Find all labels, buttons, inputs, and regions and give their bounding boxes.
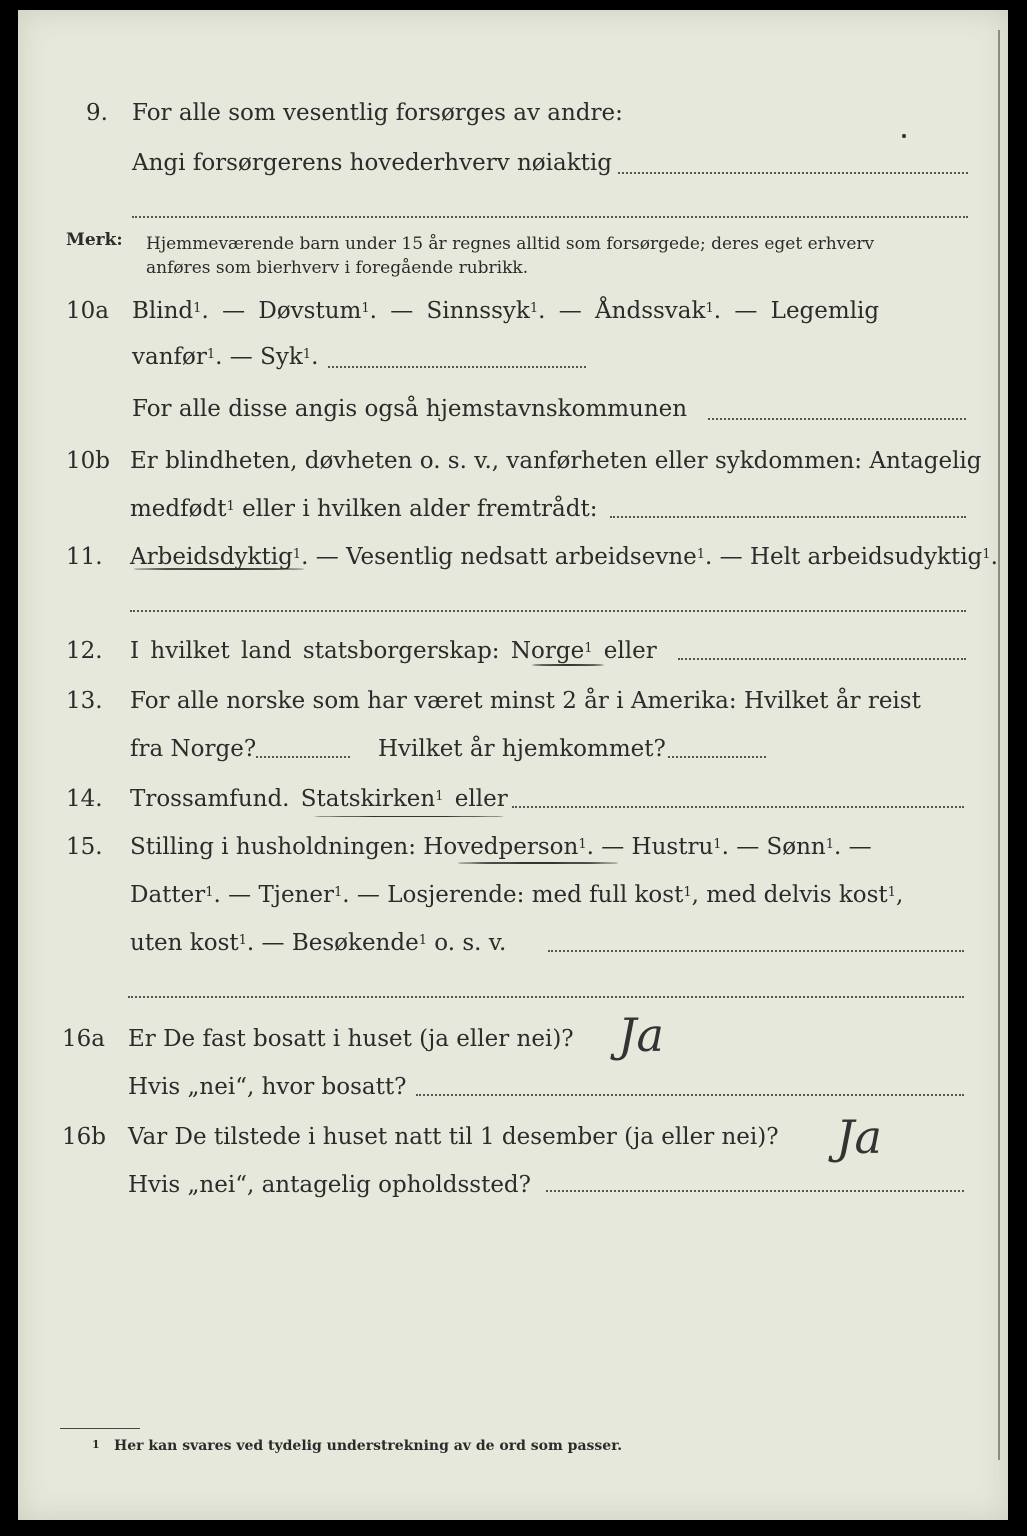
q15-osv: o. s. v. <box>434 930 507 956</box>
opt-tjener[interactable]: — Tjener <box>228 882 334 908</box>
merk-line1: Hjemmeværende barn under 15 år regnes alltid som forsørgede; deres eget erhverv <box>146 234 875 254</box>
q16a-line1: Er De fast bosatt i huset (ja eller nei)? <box>128 1026 574 1052</box>
q15-extra-line[interactable] <box>128 996 964 998</box>
underline-hovedperson <box>458 862 618 864</box>
census-form-page <box>18 10 1008 1520</box>
q12-text: I hvilket land statsborgerskap: <box>130 638 500 664</box>
opt-hovedperson[interactable]: Hovedperson <box>423 834 579 860</box>
q9-line1: For alle som vesentlig forsørges av andre: <box>132 100 623 126</box>
opt-besokende[interactable]: — Besøkende <box>261 930 419 956</box>
q13-fra: fra Norge? <box>130 736 257 762</box>
q13-line1: For alle norske som har været minst 2 år i Amerika: Hvilket år reist <box>130 688 921 714</box>
q16b-line1: Var De tilstede i huset natt til 1 desember (ja eller nei)? <box>128 1124 779 1150</box>
q9-number: 9. <box>86 100 108 126</box>
q15-line3: uten kost$^1$. — Besøkende$^1$ o. s. v. <box>130 930 507 956</box>
q16a-answer-line[interactable] <box>416 1094 964 1096</box>
q10a-kommune-line[interactable] <box>708 418 966 420</box>
opt-sonn[interactable]: — Sønn <box>736 834 826 860</box>
opt-datter[interactable]: Datter <box>130 882 206 908</box>
q11-extra-line[interactable] <box>130 610 966 612</box>
q15-line2: Datter$^1$. — Tjener$^1$. — Losjerende: med full kost$^1$, med delvis kost$^1$, <box>130 882 904 908</box>
q16b-line2: Hvis „nei“, antagelig opholdssted? <box>128 1172 531 1198</box>
q16a-handwritten-answer: Ja <box>618 1008 664 1062</box>
merk-line2: anføres som bierhverv i foregående rubrikk. <box>146 258 529 278</box>
underline-arbeidsdyktig <box>134 568 304 570</box>
opt-medfodt[interactable]: medfødt <box>130 496 227 522</box>
q14-line: Trossamfund. Statskirken$^1$ eller <box>130 786 508 812</box>
q14-answer-line[interactable] <box>512 806 964 808</box>
q10b-number: 10b <box>66 448 110 474</box>
opt-dovstum[interactable]: — Døvstum <box>222 298 362 324</box>
q16b-answer-line[interactable] <box>546 1190 964 1192</box>
q9-line2: Angi forsørgerens hovederhverv nøiaktig <box>132 150 612 176</box>
opt-hustru[interactable]: — Hustru <box>601 834 714 860</box>
q13-number: 13. <box>66 688 103 714</box>
opt-legemlig[interactable]: — Legemlig <box>734 298 880 324</box>
q10a-number: 10a <box>66 298 109 324</box>
merk-label: Merk: <box>66 230 123 250</box>
q16b-handwritten-answer: Ja <box>836 1110 882 1164</box>
q12-number: 12. <box>66 638 103 664</box>
opt-syk[interactable]: — Syk <box>229 344 303 370</box>
q9-extra-line[interactable] <box>132 216 968 218</box>
opt-norge[interactable]: Norge <box>510 638 585 664</box>
q15-answer-line[interactable] <box>548 950 964 952</box>
opt-statskirken[interactable]: Statskirken <box>300 786 436 812</box>
footnote-rule <box>60 1428 140 1429</box>
underline-norge <box>532 664 604 666</box>
q10b-line2-text: eller i hvilken alder fremtrådt: <box>242 496 598 522</box>
opt-udyktig[interactable]: — Helt arbeidsudyktig <box>719 544 983 570</box>
opt-utenkost[interactable]: uten kost <box>130 930 239 956</box>
page-edge <box>998 30 1000 1460</box>
opt-andssvak[interactable]: — Åndssvak <box>558 298 706 324</box>
q10b-line2: medfødt$^1$ eller i hvilken alder fremtrådt: <box>130 496 598 522</box>
opt-blind[interactable]: Blind <box>132 298 194 324</box>
opt-fullkost[interactable]: med full kost <box>531 882 684 908</box>
pencil-stroke <box>314 816 504 817</box>
q11-number: 11. <box>66 544 103 570</box>
opt-losjerende[interactable]: — Losjerende: <box>356 882 525 908</box>
q16a-number: 16a <box>62 1026 105 1052</box>
opt-nedsatt[interactable]: — Vesentlig nedsatt arbeidsevne <box>315 544 697 570</box>
q14-number: 14. <box>66 786 103 812</box>
q10a-line2: vanfør$^1$. — Syk$^1$. <box>132 344 319 370</box>
q10b-line1: Er blindheten, døvheten o. s. v., vanførheten eller sykdommen: Antagelig <box>130 448 982 474</box>
q15-number: 15. <box>66 834 103 860</box>
opt-arbeidsdyktig[interactable]: Arbeidsdyktig <box>130 544 293 570</box>
q10a-syk-line[interactable] <box>328 366 586 368</box>
opt-delvis[interactable]: , med delvis kost <box>691 882 888 908</box>
q13-year-back-line[interactable] <box>668 756 766 758</box>
q11-line: Arbeidsdyktig$^1$. — Vesentlig nedsatt arbeidsevne$^1$. — Helt arbeidsudyktig$^1$. <box>130 544 998 570</box>
q13-hjem: Hvilket år hjemkommet? <box>378 736 666 762</box>
q13-year-out-line[interactable] <box>256 756 350 758</box>
q12-answer-line[interactable] <box>678 658 966 660</box>
q9-answer-line[interactable] <box>618 172 968 174</box>
q15-dash: . — <box>834 834 872 860</box>
q16b-number: 16b <box>62 1124 106 1150</box>
q15-line1: Stilling i husholdningen: Hovedperson$^1$. — Hustru$^1$. — Sønn$^1$. — <box>130 834 872 860</box>
ink-speck <box>902 134 906 138</box>
q16a-line2: Hvis „nei“, hvor bosatt? <box>128 1074 407 1100</box>
q14-eller: eller <box>454 786 508 812</box>
q10b-answer-line[interactable] <box>610 516 966 518</box>
q10a-line1: Blind$^1$. — Døvstum$^1$. — Sinnssyk$^1$. — Åndssvak$^1$. — Legemlig <box>132 298 880 324</box>
opt-sinnssyk[interactable]: — Sinnssyk <box>390 298 530 324</box>
q15-text: Stilling i husholdningen: <box>130 834 416 860</box>
opt-vanfor[interactable]: vanfør <box>132 344 207 370</box>
q14-text: Trossamfund. <box>130 786 290 812</box>
q12-eller: eller <box>603 638 657 664</box>
footnote-mark: 1 <box>92 1438 100 1451</box>
q12-line: I hvilket land statsborgerskap: Norge$^1$ eller <box>130 638 657 664</box>
q10a-line3: For alle disse angis også hjemstavnskommunen <box>132 396 688 422</box>
footnote-text: Her kan svares ved tydelig understrekning av de ord som passer. <box>114 1438 623 1454</box>
